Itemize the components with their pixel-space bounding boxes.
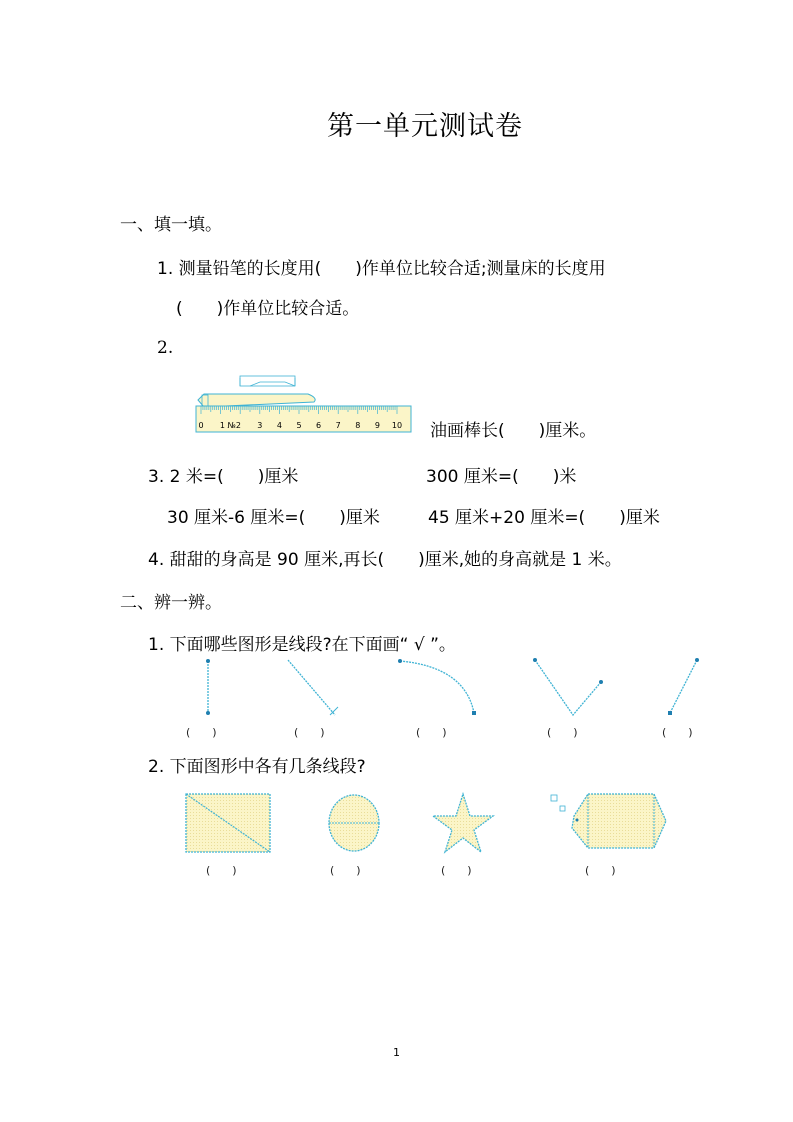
ruler-tick-label: 3 bbox=[257, 421, 263, 430]
ruler-tick-label: 6 bbox=[316, 421, 322, 430]
s2-q1-answer-4[interactable]: ( ) bbox=[547, 726, 578, 739]
q3-c: 30 厘米-6 厘米=( )厘米 bbox=[167, 508, 380, 528]
q3-d: 45 厘米+20 厘米=( )厘米 bbox=[428, 508, 660, 528]
star-shape bbox=[433, 794, 493, 852]
s2-q1: 1. 下面哪些图形是线段?在下面画“ √ ”。 bbox=[148, 635, 456, 655]
page-title: 第一单元测试卷 bbox=[327, 111, 523, 142]
ruler-tick-label: 8 bbox=[355, 421, 361, 430]
rectangle-shape bbox=[186, 794, 270, 852]
s2-q1-answer-5[interactable]: ( ) bbox=[662, 726, 693, 739]
s2-q2-answer-1[interactable]: ( ) bbox=[206, 864, 237, 877]
section1-heading: 一、填一填。 bbox=[120, 215, 222, 235]
s2-q1-answer-1[interactable]: ( ) bbox=[186, 726, 217, 739]
ruler-tick-label: 4 bbox=[276, 421, 282, 430]
ruler-tick-label: 9 bbox=[374, 421, 380, 430]
line-figure-2 bbox=[288, 660, 338, 715]
curve-figure bbox=[398, 659, 476, 715]
fish-shape bbox=[551, 794, 666, 848]
page-number: 1 bbox=[393, 1046, 400, 1059]
ruler-tick-label: 5 bbox=[296, 421, 302, 430]
q3-a: 3. 2 米=( )厘米 bbox=[148, 467, 299, 487]
ruler-marker-label: 1 №2 bbox=[219, 421, 241, 430]
s2-q2-answer-2[interactable]: ( ) bbox=[330, 864, 361, 877]
ruler-tick-label: 0 bbox=[198, 421, 204, 430]
s2-q2: 2. 下面图形中各有几条线段? bbox=[148, 757, 366, 777]
section2-heading: 二、辨一辨。 bbox=[120, 593, 222, 613]
q2-label: 2. bbox=[157, 338, 174, 358]
q2-text: 油画棒长( )厘米。 bbox=[430, 421, 597, 441]
ruler-tick-label: 7 bbox=[335, 421, 341, 430]
q1-line1: 1. 测量铅笔的长度用( )作单位比较合适;测量床的长度用 bbox=[157, 259, 606, 279]
q3-b: 300 厘米=( )米 bbox=[426, 467, 577, 487]
ruler-figure bbox=[190, 374, 415, 436]
s2-q1-answer-3[interactable]: ( ) bbox=[416, 726, 447, 739]
circle-shape bbox=[329, 795, 379, 851]
s2-q2-answer-3[interactable]: ( ) bbox=[441, 864, 472, 877]
q1-line2: ( )作单位比较合适。 bbox=[176, 299, 360, 319]
s2-q2-answer-4[interactable]: ( ) bbox=[585, 864, 616, 877]
s2-q1-answer-2[interactable]: ( ) bbox=[294, 726, 325, 739]
line-figure-1 bbox=[206, 659, 210, 715]
crayon-icon bbox=[198, 376, 315, 407]
shape-figures bbox=[180, 790, 680, 860]
ruler-tick-label: 10 bbox=[391, 421, 403, 430]
q4: 4. 甜甜的身高是 90 厘米,再长( )厘米,她的身高就是 1 米。 bbox=[148, 550, 622, 570]
angle-figure bbox=[533, 658, 603, 715]
line-figure-5 bbox=[668, 658, 699, 715]
line-figures bbox=[180, 655, 720, 725]
